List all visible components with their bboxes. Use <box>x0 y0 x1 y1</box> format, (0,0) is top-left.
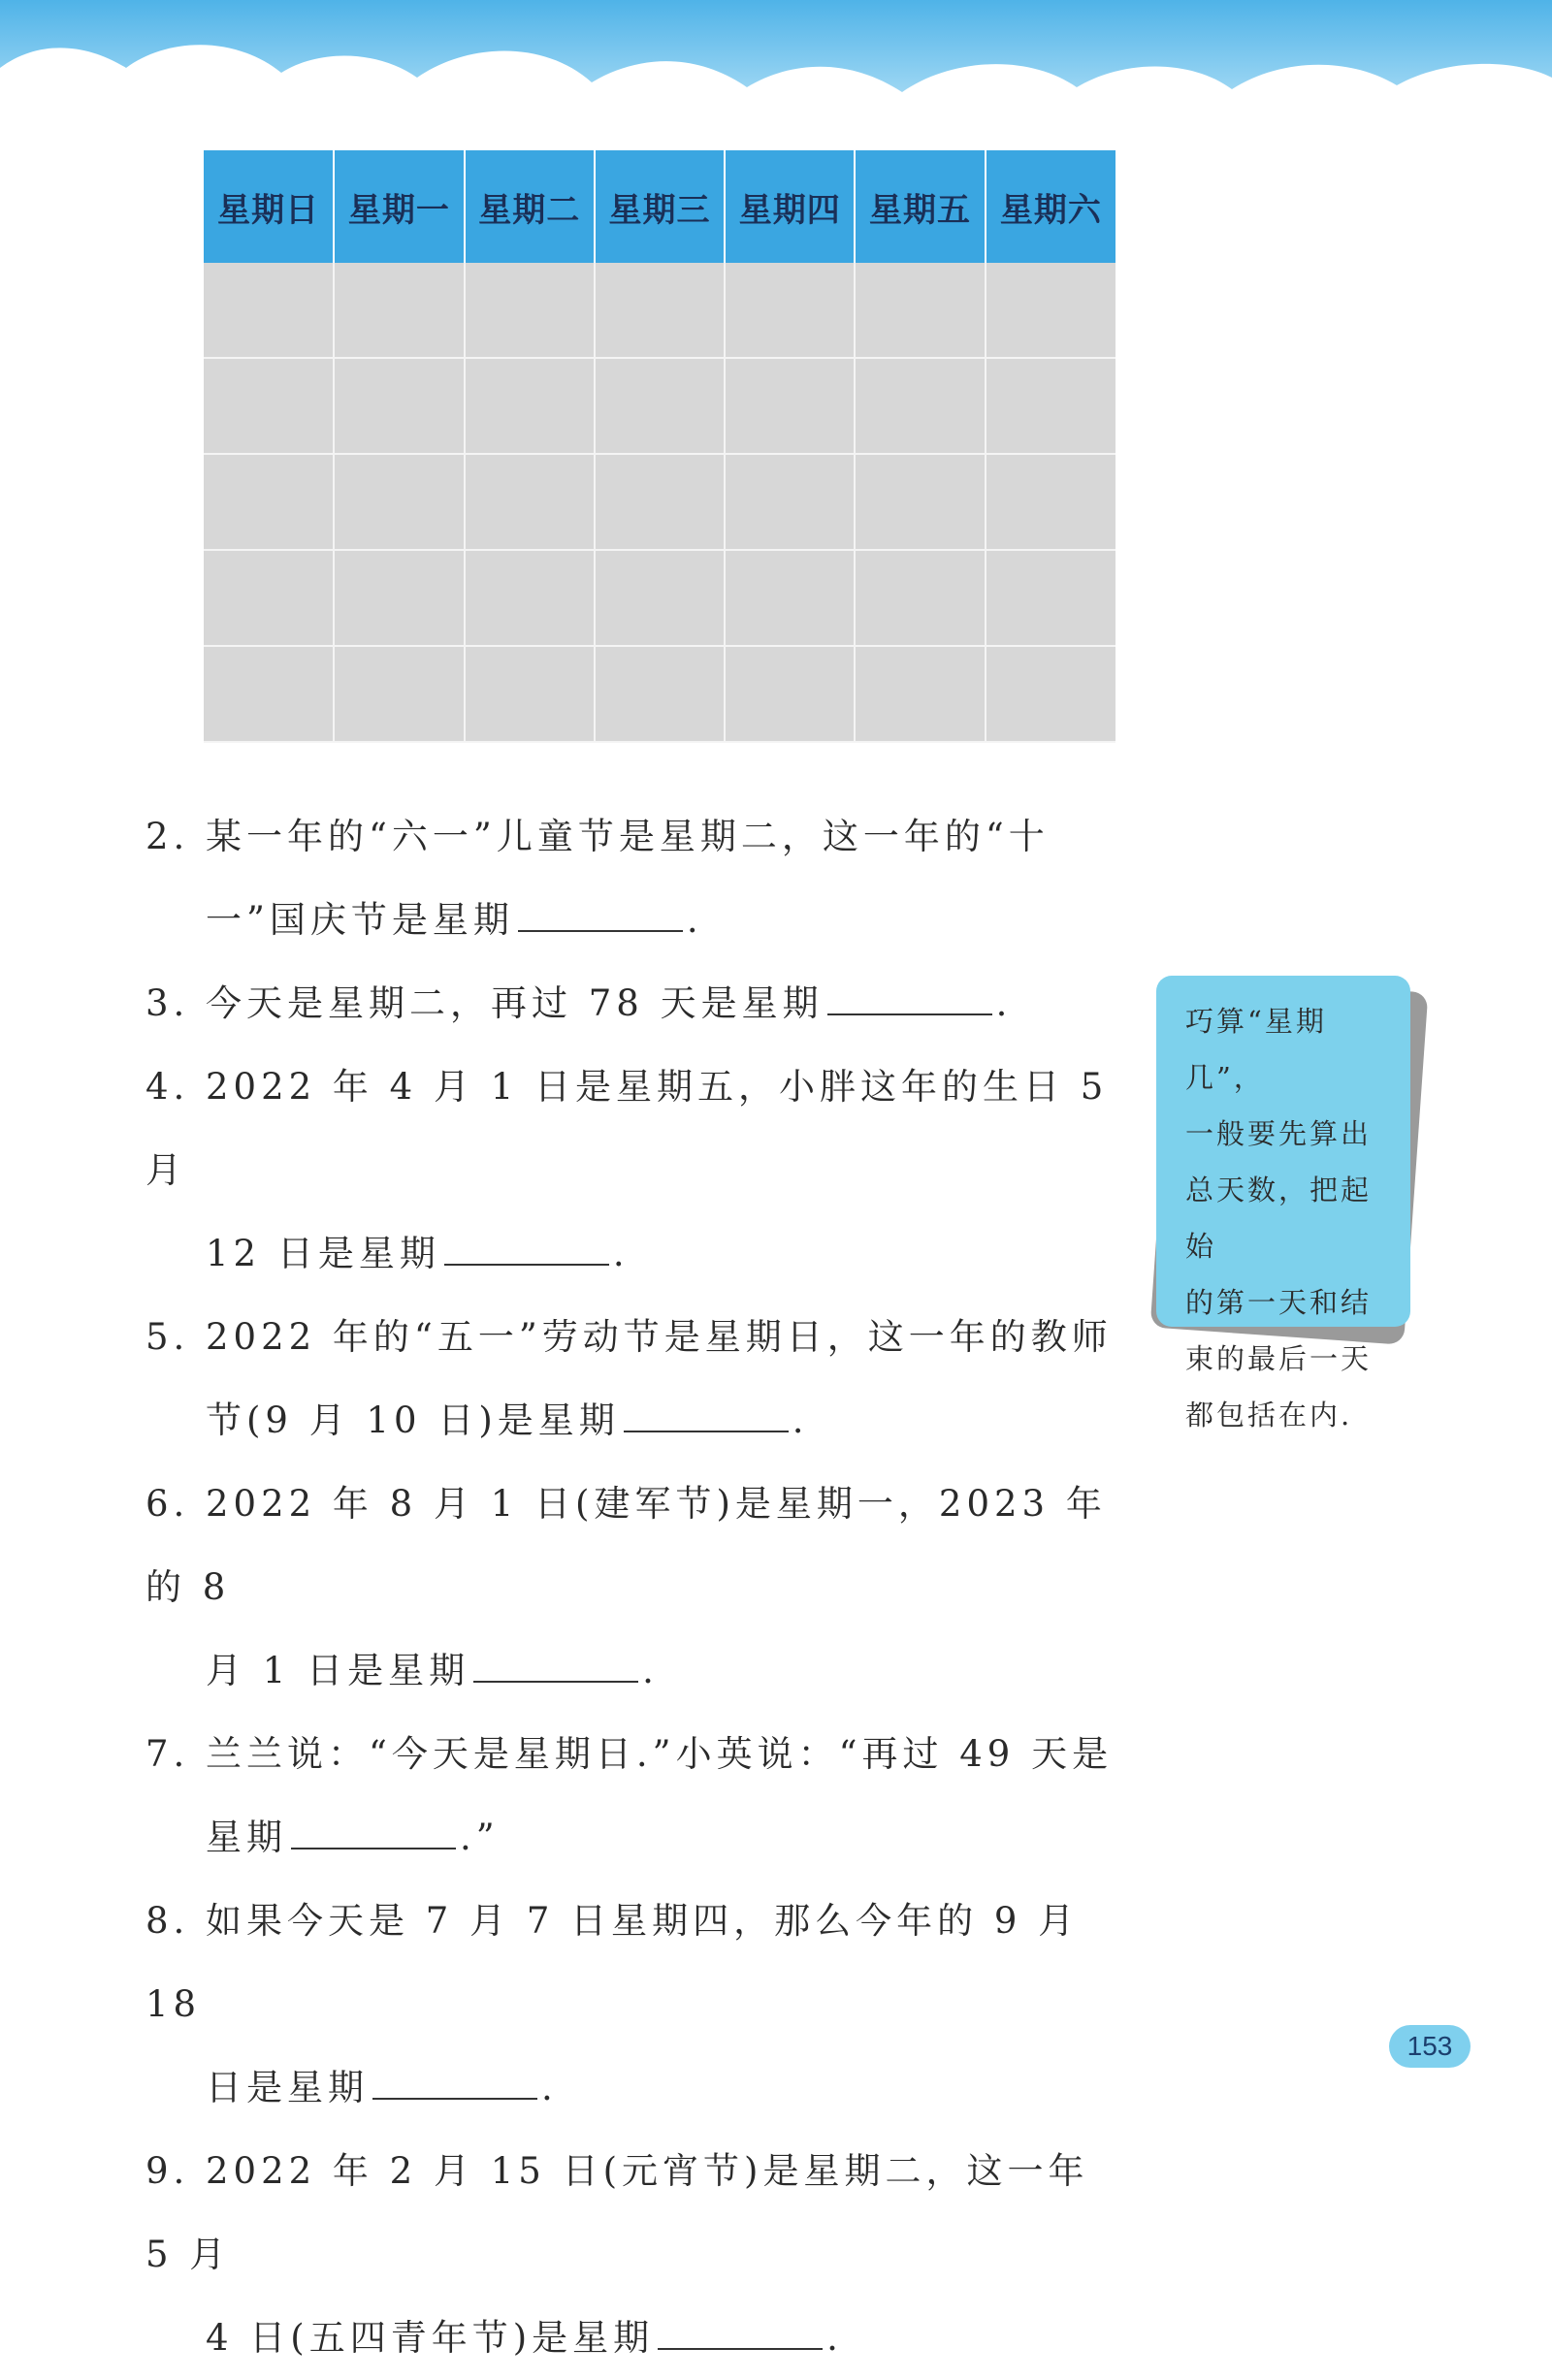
problem-text: 一”国庆节是星期 <box>206 899 514 941</box>
tip-card <box>1156 976 1410 1431</box>
problem-text: 节(9 月 10 日)是星期 <box>206 1399 620 1441</box>
tip-line: 一般要先算出 <box>1185 1117 1373 1150</box>
header-saturday: 星期六 <box>986 150 1116 263</box>
table-cell <box>725 454 855 550</box>
tip-line: 束的最后一天 <box>1185 1342 1373 1375</box>
answer-blank[interactable] <box>473 1652 638 1683</box>
sky-cloud-banner <box>0 0 1552 145</box>
table-row <box>204 263 1116 358</box>
table-cell <box>595 550 725 646</box>
problem-text: .” <box>460 1817 500 1858</box>
answer-blank[interactable] <box>291 1818 456 1849</box>
answer-blank[interactable] <box>658 2319 823 2350</box>
table-cell <box>855 550 985 646</box>
table-row <box>204 454 1116 550</box>
problem-number: 7. <box>146 1733 190 1775</box>
table-row <box>204 550 1116 646</box>
problem-text: . <box>792 1399 809 1441</box>
problem-7 <box>146 1713 1125 1880</box>
table-cell <box>595 454 725 550</box>
problem-text: . <box>826 2317 843 2359</box>
problem-text: 2022 年的“五一”劳动节是星期日，这一年的教师 <box>206 1316 1113 1358</box>
table-cell <box>204 263 334 358</box>
tip-line: 的第一天和结 <box>1185 1286 1373 1319</box>
table-row <box>204 646 1116 742</box>
problem-number: 2. <box>146 816 190 857</box>
problem-number: 5. <box>146 1316 190 1358</box>
header-wednesday: 星期三 <box>595 150 725 263</box>
table-cell <box>855 454 985 550</box>
table-cell <box>204 454 334 550</box>
problem-8 <box>146 1880 1125 2130</box>
problem-text: 2022 年 4 月 1 日是星期五，小胖这年的生日 5 月 <box>146 1066 1109 1191</box>
table-cell <box>204 358 334 454</box>
header-friday: 星期五 <box>855 150 985 263</box>
problem-9 <box>146 2130 1125 2380</box>
problem-4 <box>146 1045 1125 1296</box>
problem-2 <box>146 795 1125 962</box>
problem-text: 日是星期 <box>206 2067 369 2108</box>
problem-number: 4. <box>146 1066 190 1108</box>
answer-blank[interactable] <box>372 2069 537 2100</box>
tip-line: 都包括在内. <box>1185 1399 1353 1431</box>
problem-number: 6. <box>146 1483 190 1525</box>
table-cell <box>465 646 595 742</box>
problem-3 <box>146 962 1125 1045</box>
header-monday: 星期一 <box>334 150 464 263</box>
tip-line: 巧算“星期几”， <box>1185 1005 1327 1094</box>
page-number-badge: 153 <box>1389 2025 1471 2068</box>
problem-text: 2022 年 2 月 15 日(元宵节)是星期二，这一年 5 月 <box>146 2150 1089 2275</box>
table-cell <box>204 550 334 646</box>
header-thursday: 星期四 <box>725 150 855 263</box>
problem-text: 兰兰说：“今天是星期日.”小英说：“再过 49 天是 <box>206 1733 1114 1775</box>
table-cell <box>725 358 855 454</box>
table-cell <box>986 358 1116 454</box>
table-cell <box>986 550 1116 646</box>
problem-number: 3. <box>146 982 190 1024</box>
answer-blank[interactable] <box>624 1401 789 1432</box>
table-cell <box>465 550 595 646</box>
table-cell <box>465 263 595 358</box>
answer-blank[interactable] <box>444 1235 609 1266</box>
table-cell <box>725 263 855 358</box>
problem-list <box>146 795 1125 2380</box>
problem-text: . <box>642 1650 659 1691</box>
table-cell <box>986 454 1116 550</box>
problem-text: 4 日(五四青年节)是星期 <box>206 2317 655 2359</box>
table-cell <box>855 263 985 358</box>
table-cell <box>725 550 855 646</box>
table-cell <box>334 646 464 742</box>
answer-blank[interactable] <box>518 901 683 932</box>
table-cell <box>986 263 1116 358</box>
problem-text: . <box>686 899 703 941</box>
tip-line: 总天数，把起始 <box>1185 1174 1373 1263</box>
problem-text: 12 日是星期 <box>206 1233 440 1274</box>
problem-text: 如果今天是 7 月 7 日星期四，那么今年的 9 月 18 <box>146 1900 1080 2025</box>
table-row <box>204 358 1116 454</box>
problem-6 <box>146 1463 1125 1713</box>
table-cell <box>204 646 334 742</box>
problem-text: . <box>541 2067 558 2108</box>
problem-text: 某一年的“六一”儿童节是星期二，这一年的“十 <box>206 816 1050 857</box>
problem-text: . <box>995 982 1013 1024</box>
problem-text: 月 1 日是星期 <box>206 1650 470 1691</box>
header-tuesday: 星期二 <box>465 150 595 263</box>
problem-text: . <box>612 1233 630 1274</box>
table-cell <box>986 646 1116 742</box>
problem-text: 星期 <box>206 1817 287 1858</box>
problem-number: 8. <box>146 1900 190 1942</box>
table-cell <box>595 263 725 358</box>
answer-blank[interactable] <box>827 984 992 1015</box>
problem-number: 9. <box>146 2150 190 2192</box>
problem-5 <box>146 1296 1125 1463</box>
table-cell <box>334 358 464 454</box>
table-cell <box>855 358 985 454</box>
table-cell <box>595 646 725 742</box>
problem-text: 2022 年 8 月 1 日(建军节)是星期一，2023 年的 8 <box>146 1483 1107 1608</box>
header-sunday: 星期日 <box>204 150 334 263</box>
table-header-row <box>204 150 1116 263</box>
table-cell <box>465 454 595 550</box>
table-cell <box>725 646 855 742</box>
table-cell <box>334 454 464 550</box>
table-cell <box>465 358 595 454</box>
table-cell <box>595 358 725 454</box>
table-cell <box>334 263 464 358</box>
week-calendar-table <box>204 150 1116 743</box>
problem-text: 今天是星期二，再过 78 天是星期 <box>206 982 824 1024</box>
table-cell <box>334 550 464 646</box>
table-cell <box>855 646 985 742</box>
